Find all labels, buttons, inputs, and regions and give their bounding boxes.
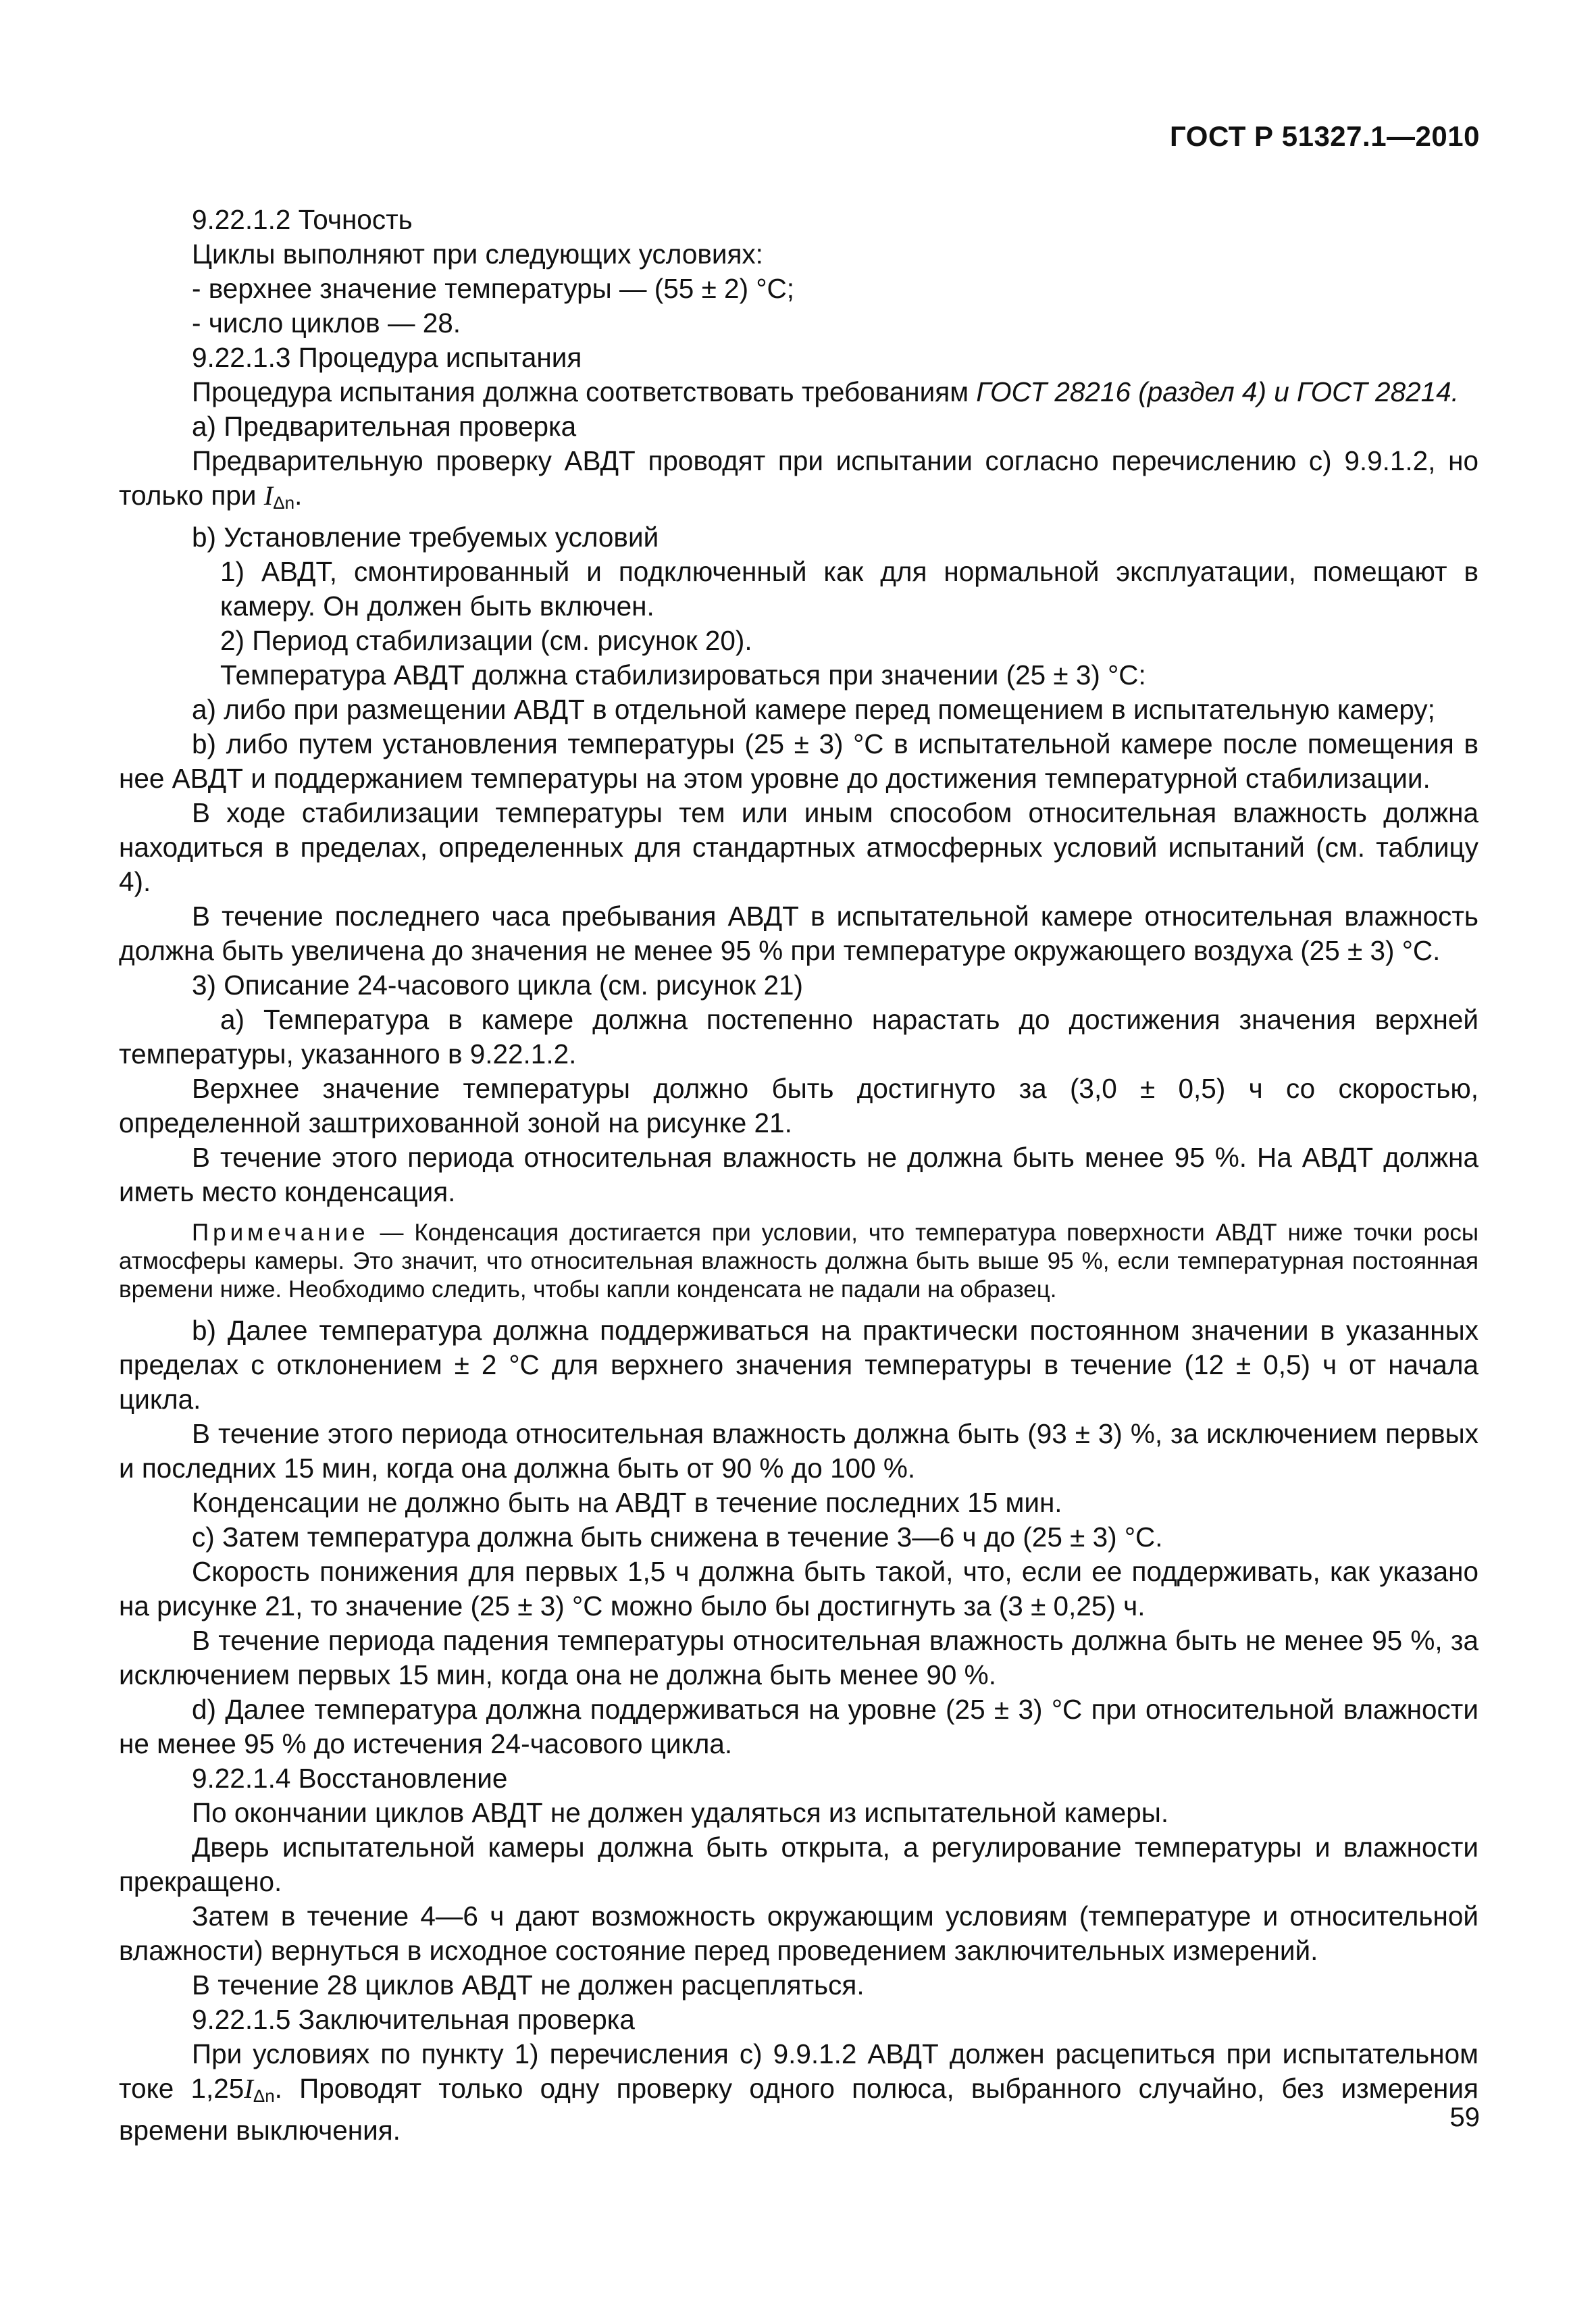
note-label: Примечание bbox=[192, 1219, 369, 1246]
paragraph: В течение последнего часа пребывания АВДТ в испытательной камере относительная влажность должна быть увеличена до значения не менее 95 % при температуре окружающего воздуха (25 ± 3) °С. bbox=[119, 901, 1478, 966]
symbol-subscript: Δn bbox=[253, 2086, 275, 2106]
paragraph: Скорость понижения для первых 1,5 ч должна быть такой, что, если ее поддерживать, как указано на рисунке 21, то значение (25 ± 3) °С можно было бы достигнуть за (3 ± 0,25) ч. bbox=[119, 1556, 1478, 1621]
paragraph: b) либо путем установления температуры (25 ± 3) °С в испытательной камере после помещения в нее АВДТ и поддержанием температуры на этом уровне до достижения температурной стабилизации. bbox=[119, 728, 1478, 794]
paragraph bbox=[119, 444, 1478, 520]
symbol-letter: I bbox=[244, 2073, 253, 2104]
note-text: — Конденсация достигается при условии, что температура поверхности АВДТ ниже точки росы атмосферы камеры. Это значит, что относительная влажность должна быть выше 95 %, если температурная постоянная времени ниже. Необходимо следить, чтобы капли конденсата не падали на образец. bbox=[119, 1219, 1478, 1303]
section-heading: 9.22.1.2 Точность bbox=[192, 204, 413, 235]
paragraph: b) Далее температура должна поддерживаться на практически постоянном значении в указанных пределах с отклонением ± 2 °С для верхнего значения температуры в течение (12 ± 0,5) ч от начала цикла. bbox=[119, 1315, 1478, 1415]
symbol-subscript: Δn bbox=[273, 493, 295, 513]
paragraph: 3) Описание 24-часового цикла (см. рисунок 21) bbox=[192, 970, 804, 1001]
paragraph: По окончании циклов АВДТ не должен удаляться из испытательной камеры. bbox=[192, 1797, 1169, 1828]
current-symbol bbox=[264, 480, 294, 511]
text-run: При условиях по пункту 1) перечисления с) 9.9.1.2 АВДТ должен расцепиться при испытательном токе 1,25 bbox=[119, 2038, 1478, 2104]
paragraph: Дверь испытательной камеры должна быть открыта, а регулирование температуры и влажности прекращено. bbox=[119, 1832, 1478, 1897]
paragraph: Конденсации не должно быть на АВДТ в течение последних 15 мин. bbox=[192, 1487, 1062, 1518]
current-symbol bbox=[244, 2073, 274, 2104]
section-heading: 9.22.1.4 Восстановление bbox=[192, 1763, 508, 1794]
paragraph: d) Далее температура должна поддерживаться на уровне (25 ± 3) °С при относительной влажности не менее 95 % до истечения 24-часового цикла. bbox=[119, 1694, 1478, 1759]
text-run: . Проводят только одну проверку одного полюса, выбранного случайно, без измерения времени выключения. bbox=[119, 2073, 1478, 2146]
list-item: - верхнее значение температуры — (55 ± 2) °С; bbox=[192, 273, 795, 304]
symbol-letter: I bbox=[263, 480, 274, 511]
subsection-heading: b) Установление требуемых условий bbox=[192, 522, 659, 553]
paragraph: В течение 28 циклов АВДТ не должен расцепляться. bbox=[192, 1969, 865, 2001]
paragraph: В течение этого периода относительная влажность не должна быть менее 95 %. На АВДТ должна иметь место конденсация. bbox=[119, 1142, 1478, 1207]
paragraph: Циклы выполняют при следующих условиях: bbox=[192, 238, 763, 270]
document-body bbox=[119, 203, 1478, 2148]
paragraph: В течение этого периода относительная влажность должна быть (93 ± 3) %, за исключением первых и последних 15 мин, когда она должна быть от 90 % до 100 %. bbox=[119, 1418, 1478, 1484]
paragraph: Затем в течение 4—6 ч дают возможность окружающим условиям (температуре и относительной влажности) вернуться в исходное состояние перед проведением заключительных измерений. bbox=[119, 1901, 1478, 1966]
paragraph: Температура АВДТ должна стабилизироваться при значении (25 ± 3) °С: bbox=[220, 659, 1146, 690]
paragraph bbox=[119, 375, 1478, 409]
page-number: 59 bbox=[1449, 2103, 1480, 2132]
paragraph: с) Затем температура должна быть снижена в течение 3—6 ч до (25 ± 3) °С. bbox=[192, 1521, 1163, 1553]
paragraph bbox=[119, 2037, 1478, 2148]
subsection-heading: а) Предварительная проверка bbox=[192, 411, 577, 442]
text-run: . bbox=[294, 480, 303, 511]
paragraph: 2) Период стабилизации (см. рисунок 20). bbox=[220, 625, 752, 656]
text-run: Предварительную проверку АВДТ проводят при испытании согласно перечислению с) 9.9.1.2, но только при bbox=[119, 445, 1478, 511]
standard-reference: ГОСТ 28216 (раздел 4) и ГОСТ 28214. bbox=[976, 376, 1459, 407]
section-heading: 9.22.1.5 Заключительная проверка bbox=[192, 2004, 635, 2035]
paragraph: В течение периода падения температуры относительная влажность должна быть не менее 95 %, за исключением первых 15 мин, когда она не должна быть менее 90 %. bbox=[119, 1625, 1478, 1690]
text-run: Процедура испытания должна соответствовать требованиям bbox=[192, 376, 977, 407]
paragraph: В ходе стабилизации температуры тем или иным способом относительная влажность должна находиться в пределах, определенных для стандартных атмосферных условий испытаний (см. таблицу 4). bbox=[119, 797, 1478, 897]
paragraph: а) либо при размещении АВДТ в отдельной камере перед помещением в испытательную камеру; bbox=[192, 694, 1435, 725]
paragraph: Верхнее значение температуры должно быть достигнуто за (3,0 ± 0,5) ч со скоростью, определенной заштрихованной зоной на рисунке 21. bbox=[119, 1073, 1478, 1138]
paragraph: а) Температура в камере должна постепенно нарастать до достижения значения верхней температуры, указанного в 9.22.1.2. bbox=[119, 1004, 1478, 1070]
document-header: ГОСТ Р 51327.1—2010 bbox=[1170, 120, 1480, 152]
paragraph: 1) АВДТ, смонтированный и подключенный как для нормальной эксплуатации, помещают в камеру. Он должен быть включен. bbox=[220, 556, 1478, 622]
section-heading: 9.22.1.3 Процедура испытания bbox=[192, 342, 582, 373]
note bbox=[119, 1219, 1478, 1304]
list-item: - число циклов — 28. bbox=[192, 307, 461, 338]
